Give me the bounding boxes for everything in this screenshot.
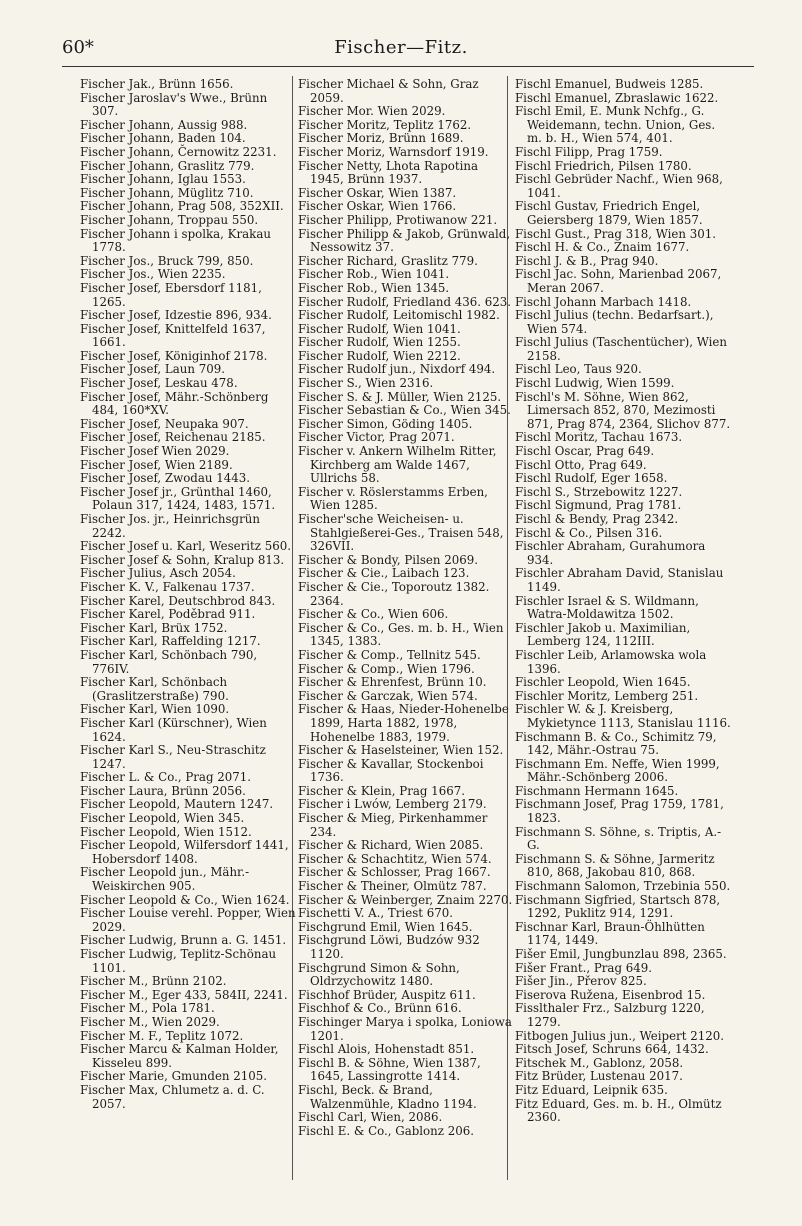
directory-entry: Fischer & Schlosser, Prag 1667.	[298, 865, 491, 880]
directory-entry: Fišer Jin., Přerov 825.	[515, 974, 647, 989]
directory-entry: Fischer Josef, Königinhof 2178.	[80, 348, 268, 363]
directory-entry: Fischer & Garczak, Wien 574.	[298, 688, 478, 703]
directory-entry: Fischer Max, Chlumetz a. d. C. 2057.	[80, 1082, 265, 1111]
directory-entry: Fiserova Ružena, Eisenbrod 15.	[515, 987, 706, 1002]
directory-entry: Fischer Richard, Graslitz 779.	[298, 253, 478, 268]
directory-entry: Fitz Brüder, Lustenau 2017.	[515, 1069, 683, 1084]
directory-entry: Fitz Eduard, Leipnik 635.	[515, 1082, 668, 1097]
directory-entry: Fischer Josef, Wien 2189.	[80, 457, 233, 472]
directory-entry: Fischetti V. A., Triest 670.	[298, 906, 454, 921]
directory-entry: Fischl Ludwig, Wien 1599.	[515, 376, 675, 391]
directory-entry: Fitz Eduard, Ges. m. b. H., Olmütz 2360.	[515, 1096, 722, 1125]
directory-entry: Fischler Moritz, Lemberg 251.	[515, 688, 699, 703]
directory-entry: Fischer Josef & Sohn, Kralup 813.	[80, 552, 285, 567]
directory-entry: Fischer Ludwig, Brunn a. G. 1451.	[80, 933, 287, 948]
directory-entry: Fischer Louise verehl. Popper, Wien 2029.	[80, 906, 296, 934]
directory-entry: Fischl Oscar, Prag 649.	[515, 444, 655, 459]
directory-entry: Fischl's M. Söhne, Wien 862, Limersach 852, 870, Mezimosti 871, Prag 874, 2364, Slichov 877.	[515, 389, 731, 431]
directory-entry: Fischer Moritz, Teplitz 1762.	[298, 117, 472, 132]
directory-entry: Fischl Gust., Prag 318, Wien 301.	[515, 226, 717, 241]
directory-entry: Fischgrund Löwi, Budzów 932 1120.	[298, 933, 480, 961]
directory-entry: Fischl Jac. Sohn, Marienbad 2067, Meran 2067.	[515, 267, 722, 295]
directory-entry: Fischer Moriz, Warnsdorf 1919.	[298, 144, 489, 159]
directory-entry: Fischnar Karl, Braun-Öhlhütten 1174, 1449.	[515, 919, 705, 948]
directory-entry: Fischer Josef, Zwodau 1443.	[80, 471, 251, 486]
directory-entry: Fischer Ludwig, Teplitz-Schönau 1101.	[80, 947, 277, 975]
directory-entry: Fischer Oskar, Wien 1387.	[298, 185, 457, 200]
directory-entry: Fischer Jaroslav's Wwe., Brünn 307.	[80, 90, 268, 119]
directory-entry: Fischer Rob., Wien 1345.	[298, 280, 450, 295]
directory-entry: Fischer Karl, Schönbach (Graslitzerstraße) 790.	[80, 675, 229, 703]
directory-entry: Fischer Simon, Göding 1405.	[298, 416, 473, 431]
directory-entry: Fischer & Richard, Wien 2085.	[298, 838, 484, 853]
directory-entry: Fischer L. & Co., Prag 2071.	[80, 770, 252, 785]
directory-entry: Fischler Israel & S. Wildmann, Watra-Moldawitza 1502.	[515, 593, 699, 622]
directory-entry: Fischl Julius (techn. Bedarfsart.), Wien 574.	[515, 308, 714, 336]
directory-entry: Fischer Josef, Neupaka 907.	[80, 416, 249, 431]
directory-entry: Fischer Mor. Wien 2029.	[298, 104, 446, 119]
directory-entry: Fischl Carl, Wien, 2086.	[298, 1110, 443, 1125]
directory-entry: Fischer & Comp., Tellnitz 545.	[298, 647, 481, 662]
directory-entry: Fischer M., Pola 1781.	[80, 1001, 215, 1016]
directory-entry: Fischer M., Brünn 2102.	[80, 974, 227, 989]
directory-entry: Fitbogen Julius jun., Weipert 2120.	[515, 1028, 724, 1043]
directory-entry: Fischl Emanuel, Zbraslawic 1622.	[515, 90, 719, 105]
directory-entry: Fischl Otto, Prag 649.	[515, 457, 647, 472]
directory-entry: Fischer Josef, Reichenau 2185.	[80, 430, 266, 445]
directory-entry: Fischer & Cie., Laibach 123.	[298, 566, 470, 581]
directory-entry: Fischer Leopold, Wilfersdorf 1441, Hobersdorf 1408.	[80, 838, 289, 866]
directory-entry: Fischer S. & J. Müller, Wien 2125.	[298, 389, 502, 404]
directory-entry: Fischer Philipp & Jakob, Grünwald, Nessowitz 37.	[298, 226, 511, 255]
directory-entry: Fischer Josef Wien 2029.	[80, 444, 230, 459]
directory-entry: Fischl Emanuel, Budweis 1285.	[515, 77, 704, 91]
directory-entry: Fischer & Haselsteiner, Wien 152.	[298, 743, 504, 758]
directory-entry: Fischer & Schachtitz, Wien 574.	[298, 851, 492, 866]
directory-entry: Fišer Frant., Prag 649.	[515, 960, 653, 975]
directory-entry: Fischgrund Emil, Wien 1645.	[298, 919, 473, 934]
directory-entry: Fischer & Haas, Nieder-Hohenelbe 1899, Harta 1882, 1978, Hohenelbe 1883, 1979.	[298, 702, 509, 744]
directory-entry: Fisslthaler Frz., Salzburg 1220, 1279.	[515, 1001, 705, 1029]
directory-entry: Fischl B. & Söhne, Wien 1387, 1645, Lassingrotte 1414.	[298, 1055, 481, 1084]
directory-entry: Fischer & Mieg, Pirkenhammer 234.	[298, 811, 488, 839]
directory-entry: Fischer & Co., Ges. m. b. H., Wien 1345, 1383.	[298, 620, 504, 649]
directory-entry: Fischer Jak., Brünn 1656.	[80, 77, 234, 91]
directory-entry: Fischer Oskar, Wien 1766.	[298, 199, 457, 214]
directory-entry: Fischer Johann, Graslitz 779.	[80, 158, 255, 173]
directory-entry: Fischer Josef, Idzestie 896, 934.	[80, 308, 272, 323]
header-rule	[62, 66, 754, 67]
page-number: 60*	[62, 37, 94, 58]
directory-entry: Fischer & Cie., Toporoutz 1382. 2364.	[298, 579, 490, 608]
directory-entry: Fischmann Em. Neffe, Wien 1999, Mähr.-Schönberg 2006.	[515, 756, 720, 785]
directory-entry: Fischer Johann, Baden 104.	[80, 131, 246, 146]
directory-entry: Fischler Abraham, Gurahumora 934.	[515, 539, 706, 567]
directory-entry: Fischer & Comp., Wien 1796.	[298, 661, 475, 676]
directory-entry: Fischer Johann, Müglitz 710.	[80, 185, 254, 200]
directory-entry: Fischl Sigmund, Prag 1781.	[515, 498, 682, 513]
directory-entry: Fischer Josef, Laun 709.	[80, 362, 225, 377]
directory-entry: Fischl Emil, E. Munk Nchfg., G. Weidemann, techn. Union, Ges. m. b. H., Wien 574, 401.	[515, 104, 716, 146]
directory-entry: Fischer Josef, Leskau 478.	[80, 376, 238, 391]
directory-entry: Fischer & Weinberger, Znaim 2270.	[298, 892, 513, 907]
directory-entry: Fischer Rudolf jun., Nixdorf 494.	[298, 362, 496, 377]
directory-entry: Fischer Karel, Poděbrad 911.	[80, 607, 256, 622]
directory-entry: Fischl E. & Co., Gablonz 206.	[298, 1123, 474, 1138]
directory-entry: Fischer Rudolf, Leitomischl 1982.	[298, 308, 500, 323]
directory-entry: Fischer Leopold & Co., Wien 1624.	[80, 892, 290, 907]
directory-entry: Fischer Rudolf, Wien 1255.	[298, 335, 461, 350]
directory-entry: Fischl Moritz, Tachau 1673.	[515, 430, 683, 445]
directory-entry: Fischer Josef jr., Grünthal 1460, Polaun 317, 1424, 1483, 1571.	[80, 484, 276, 513]
directory-entry: Fischl J. & B., Prag 940.	[515, 253, 659, 268]
directory-entry: Fitsch Josef, Schruns 664, 1432.	[515, 1042, 709, 1057]
directory-entry: Fischer Johann, Prag 508, 352XII.	[80, 199, 284, 214]
directory-entry: Fischler W. & J. Kreisberg, Mykietynce 1113, Stanislau 1116.	[515, 702, 731, 730]
directory-entry: Fischer Sebastian & Co., Wien 345.	[298, 403, 511, 418]
directory-entry: Fischer Karl, Schönbach 790, 776IV.	[80, 647, 258, 676]
directory-entry: Fischgrund Simon & Sohn, Oldrzychowitz 1480.	[298, 960, 460, 989]
directory-entry: Fischer Victor, Prag 2071.	[298, 430, 455, 445]
directory-entry: Fischer Josef, Knittelfeld 1637, 1661.	[80, 321, 266, 350]
directory-entry: Fischmann B. & Co., Schimitz 79, 142, Mähr.-Ostrau 75.	[515, 729, 717, 758]
directory-entry: Fischer Karl, Wien 1090.	[80, 702, 230, 717]
directory-entry: Fischinger Marya i spolka, Loniowa 1201.	[298, 1014, 512, 1043]
directory-entry: Fischer Josef, Mähr.-Schönberg 484, 160*XV.	[80, 389, 269, 418]
directory-entry: Fischer M. F., Teplitz 1072.	[80, 1028, 244, 1043]
directory-column-2	[298, 78, 514, 1138]
directory-entry: Fischer & Klein, Prag 1667.	[298, 783, 465, 798]
directory-entry: Fischer Michael & Sohn, Graz 2059.	[298, 77, 479, 105]
directory-entry: Fischer Josef u. Karl, Weseritz 560.	[80, 539, 291, 554]
directory-entry: Fischer Karl, Raffelding 1217.	[80, 634, 261, 649]
directory-entry: Fischer Karl S., Neu-Straschitz 1247.	[80, 743, 266, 771]
directory-entry: Fischer Josef, Ebersdorf 1181, 1265.	[80, 280, 262, 309]
directory-entry: Fischer M., Wien 2029.	[80, 1014, 220, 1029]
directory-entry: Fischmann Hermann 1645.	[515, 783, 679, 798]
directory-entry: Fischl Rudolf, Eger 1658.	[515, 471, 668, 486]
directory-entry: Fischl & Bendy, Prag 2342.	[515, 512, 679, 526]
directory-entry: Fischer Jos. jr., Heinrichsgrün 2242.	[80, 512, 260, 540]
directory-entry: Fischer & Co., Wien 606.	[298, 607, 449, 622]
directory-entry: Fischl Gebrüder Nachf., Wien 968, 1041.	[515, 172, 723, 200]
directory-entry: Fischer Johann, Troppau 550.	[80, 212, 259, 227]
directory-column-3	[515, 78, 731, 1125]
directory-entry: Fischler Abraham David, Stanislau 1149.	[515, 566, 724, 594]
directory-entry: Fischler Leib, Arlamowska wola 1396.	[515, 647, 707, 676]
directory-entry: Fischer Leopold jun., Mähr.-Weiskirchen 905.	[80, 865, 250, 894]
directory-entry: Fischer Moriz, Brünn 1689.	[298, 131, 464, 146]
directory-entry: Fischer Johann, Iglau 1553.	[80, 172, 246, 187]
directory-entry: Fischl S., Strzebowitz 1227.	[515, 484, 683, 499]
page-title: Fischer—Fitz.	[334, 37, 468, 58]
directory-entry: Fischer K. V., Falkenau 1737.	[80, 579, 255, 594]
directory-entry: Fischl & Co., Pilsen 316.	[515, 525, 663, 540]
directory-entry: Fischmann S. Söhne, s. Triptis, A.-G.	[515, 824, 722, 853]
directory-entry: Fischmann Sigfried, Startsch 878, 1292, Puklitz 914, 1291.	[515, 892, 721, 921]
directory-entry: Fischmann Josef, Prag 1759, 1781, 1823.	[515, 797, 724, 826]
directory-entry: Fischer Laura, Brünn 2056.	[80, 783, 246, 798]
directory-entry: Fischer & Bondy, Pilsen 2069.	[298, 552, 478, 567]
directory-entry: Fišer Emil, Jungbunzlau 898, 2365.	[515, 947, 727, 961]
directory-entry: Fitschek M., Gablonz, 2058.	[515, 1055, 684, 1070]
directory-entry: Fischl Gustav, Friedrich Engel, Geiersberg 1879, Wien 1857.	[515, 199, 703, 227]
directory-entry: Fischl Friedrich, Pilsen 1780.	[515, 158, 692, 173]
directory-entry: Fischmann S. & Söhne, Jarmeritz 810, 868, Jakobau 810, 868.	[515, 851, 715, 880]
directory-entry: Fischer Karl, Brüx 1752.	[80, 620, 228, 635]
directory-entry: Fischer M., Eger 433, 584II, 2241.	[80, 987, 288, 1002]
directory-entry: Fischhof & Co., Brünn 616.	[298, 1001, 462, 1016]
directory-entry: Fischler Leopold, Wien 1645.	[515, 675, 691, 690]
directory-entry: Fischl Leo, Taus 920.	[515, 362, 642, 377]
directory-entry: Fischler Jakob u. Maximilian, Lemberg 124, 112III.	[515, 620, 691, 649]
directory-entry: Fischer Johann, Aussig 988.	[80, 117, 248, 132]
directory-entry: Fischer Marie, Gmunden 2105.	[80, 1069, 268, 1084]
directory-entry: Fischer Karl (Kürschner), Wien 1624.	[80, 715, 267, 744]
directory-entry: Fischer v. Ankern Wilhelm Ritter, Kirchberg am Walde 1467, Ullrichs 58.	[298, 444, 497, 486]
directory-entry: Fischer Karel, Deutschbrod 843.	[80, 593, 276, 608]
directory-entry: Fischer & Theiner, Olmütz 787.	[298, 879, 487, 894]
directory-column-1	[80, 78, 296, 1111]
directory-entry: Fischl Johann Marbach 1418.	[515, 294, 692, 309]
directory-entry: Fischer Rudolf, Wien 1041.	[298, 321, 461, 336]
directory-entry: Fischer & Ehrenfest, Brünn 10.	[298, 675, 487, 690]
directory-entry: Fischer Marcu & Kalman Holder, Kisseleu 899.	[80, 1042, 279, 1070]
directory-entry: Fischer Julius, Asch 2054.	[80, 566, 236, 581]
directory-entry: Fischer Philipp, Protiwanow 221.	[298, 212, 498, 227]
directory-entry: Fischmann Salomon, Trzebinia 550.	[515, 879, 731, 894]
directory-entry: Fischer Rudolf, Friedland 436. 623.	[298, 294, 512, 309]
directory-entry: Fischer Rudolf, Wien 2212.	[298, 348, 461, 363]
directory-entry: Fischl Alois, Hohenstadt 851.	[298, 1042, 475, 1057]
directory-entry: Fischl Julius (Taschentücher), Wien 2158.	[515, 335, 727, 363]
directory-entry: Fischer Johann, Černowitz 2231.	[80, 144, 277, 159]
directory-entry: Fischer Jos., Bruck 799, 850.	[80, 253, 254, 268]
directory-entry: Fischer Netty, Lhota Rapotina 1945, Brünn 1937.	[298, 158, 479, 187]
directory-entry: Fischer Jos., Wien 2235.	[80, 267, 226, 282]
directory-entry: Fischer Johann i spolka, Krakau 1778.	[80, 226, 271, 255]
directory-entry: Fischer Leopold, Wien 345.	[80, 811, 245, 826]
directory-entry: Fischl Filipp, Prag 1759.	[515, 144, 663, 159]
directory-entry: Fischhof Brüder, Auspitz 611.	[298, 987, 476, 1002]
directory-entry: Fischer v. Röslerstamms Erben, Wien 1285.	[298, 484, 488, 513]
directory-entry: Fischer i Lwów, Lemberg 2179.	[298, 797, 487, 812]
directory-entry: Fischer Leopold, Wien 1512.	[80, 824, 252, 839]
directory-entry: Fischl, Beck. & Brand, Walzenmühle, Kladno 1194.	[298, 1082, 477, 1111]
directory-entry: Fischer S., Wien 2316.	[298, 376, 434, 391]
directory-entry: Fischl H. & Co., Znaim 1677.	[515, 240, 690, 255]
directory-entry: Fischer Leopold, Mautern 1247.	[80, 797, 274, 812]
directory-entry: Fischer & Kavallar, Stockenboi 1736.	[298, 756, 484, 785]
directory-entry: Fischer'sche Weicheisen- u. Stahlgießerei-Ges., Traisen 548, 326VII.	[298, 512, 504, 554]
directory-entry: Fischer Rob., Wien 1041.	[298, 267, 450, 282]
